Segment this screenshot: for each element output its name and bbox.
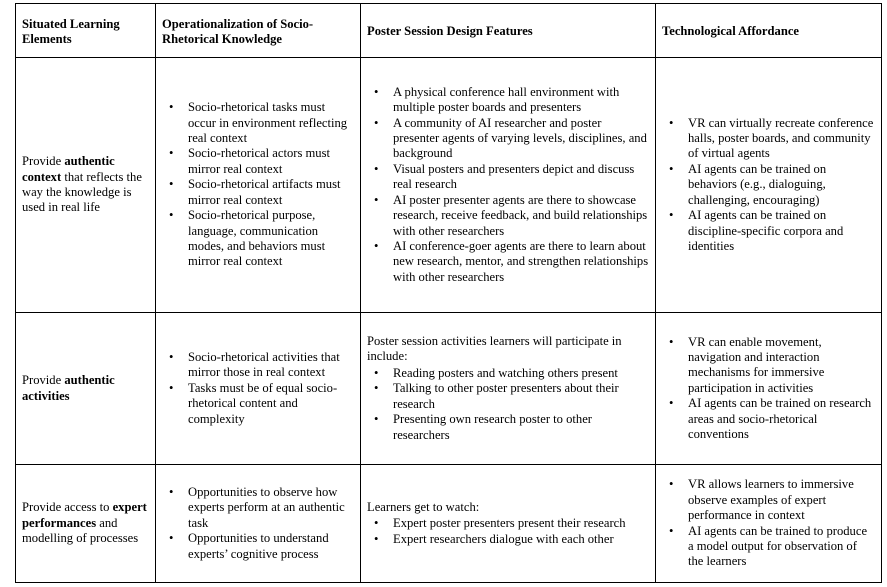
list-item: • AI agents can be trained on behaviors (e.g., dialoguing, challenging, encouraging) (688, 162, 875, 208)
element-cell (16, 465, 156, 583)
list-item: • Opportunities to understand experts’ cognitive process (188, 531, 354, 562)
affordance-list (662, 335, 875, 443)
element-pre: Provide access to (22, 500, 113, 515)
list-item: • Socio-rhetorical artifacts must mirror real context (188, 177, 354, 208)
list-item: • Expert researchers dialogue with each other (393, 532, 649, 547)
operationalization-list (162, 485, 354, 562)
affordance-cell (656, 465, 882, 583)
list-item: • Socio-rhetorical purpose, language, communication modes, and behaviors must mirror real context (188, 208, 354, 270)
list-item: • Visual posters and presenters depict and discuss real research (393, 162, 649, 193)
element-cell (16, 313, 156, 465)
table-row (16, 313, 882, 465)
list-item: • VR allows learners to immersive observe examples of expert performance in context (688, 477, 875, 523)
table-row (16, 465, 882, 583)
header-operationalization: Operationalization of Socio-Rhetorical Knowledge (156, 4, 361, 58)
design-cell (361, 313, 656, 465)
list-item: • Expert poster presenters present their research (393, 516, 649, 531)
operationalization-list (162, 100, 354, 269)
design-list (367, 366, 649, 443)
element-bold: authentic context (22, 154, 115, 184)
element-pre: Provide (22, 154, 65, 169)
list-item: • VR can enable movement, navigation and interaction mechanisms for immersive participation in activities (688, 335, 875, 397)
operationalization-cell (156, 313, 361, 465)
list-item: • AI conference-goer agents are there to learn about new research, mentor, and strengthen relationships with other researchers (393, 239, 649, 285)
list-item: • Socio-rhetorical activities that mirror those in real context (188, 350, 354, 381)
header-design-features: Poster Session Design Features (361, 4, 656, 58)
element-post: that reflects the way the knowledge is used in real life (22, 169, 142, 215)
list-item: • AI poster presenter agents are there to showcase research, receive feedback, and build relationships with other researchers (393, 193, 649, 239)
list-item: • A physical conference hall environment with multiple poster boards and presenters (393, 85, 649, 116)
list-item: • Reading posters and watching others present (393, 366, 649, 381)
list-item: • Socio-rhetorical actors must mirror real context (188, 146, 354, 177)
situated-learning-table (15, 3, 882, 583)
element-bold: authentic activities (22, 373, 115, 403)
list-item: • AI agents can be trained to produce a model output for observation of the learners (688, 524, 875, 570)
operationalization-cell (156, 465, 361, 583)
list-item: • Tasks must be of equal socio-rhetorical content and complexity (188, 381, 354, 427)
design-intro: Poster session activities learners will participate in include: (367, 334, 622, 364)
affordance-list (662, 477, 875, 569)
design-cell (361, 465, 656, 583)
header-technological-affordance: Technological Affordance (656, 4, 882, 58)
element-post: and modelling of processes (22, 515, 139, 546)
list-item: • AI agents can be trained on discipline-specific corpora and identities (688, 208, 875, 254)
list-item: • A community of AI researcher and poster presenter agents of varying levels, disciplines, and background (393, 116, 649, 162)
table-row (16, 58, 882, 313)
element-bold: expert performances (22, 500, 147, 530)
list-item: • Talking to other poster presenters about their research (393, 381, 649, 412)
affordance-list (662, 116, 875, 255)
operationalization-list (162, 350, 354, 427)
design-list (367, 85, 649, 285)
operationalization-cell (156, 58, 361, 313)
design-intro: Learners get to watch: (367, 499, 480, 514)
affordance-cell (656, 313, 882, 465)
element-cell (16, 58, 156, 313)
list-item: • VR can virtually recreate conference halls, poster boards, and community of virtual agents (688, 116, 875, 162)
design-cell (361, 58, 656, 313)
list-item: • Presenting own research poster to other researchers (393, 412, 649, 443)
design-list (367, 516, 649, 547)
list-item: • Opportunities to observe how experts perform at an authentic task (188, 485, 354, 531)
list-item: • Socio-rhetorical tasks must occur in environment reflecting real context (188, 100, 354, 146)
header-row (16, 4, 882, 58)
affordance-cell (656, 58, 882, 313)
header-situated-learning: Situated Learning Elements (16, 4, 156, 58)
list-item: • AI agents can be trained on research areas and socio-rhetorical conventions (688, 396, 875, 442)
element-pre: Provide (22, 373, 65, 388)
